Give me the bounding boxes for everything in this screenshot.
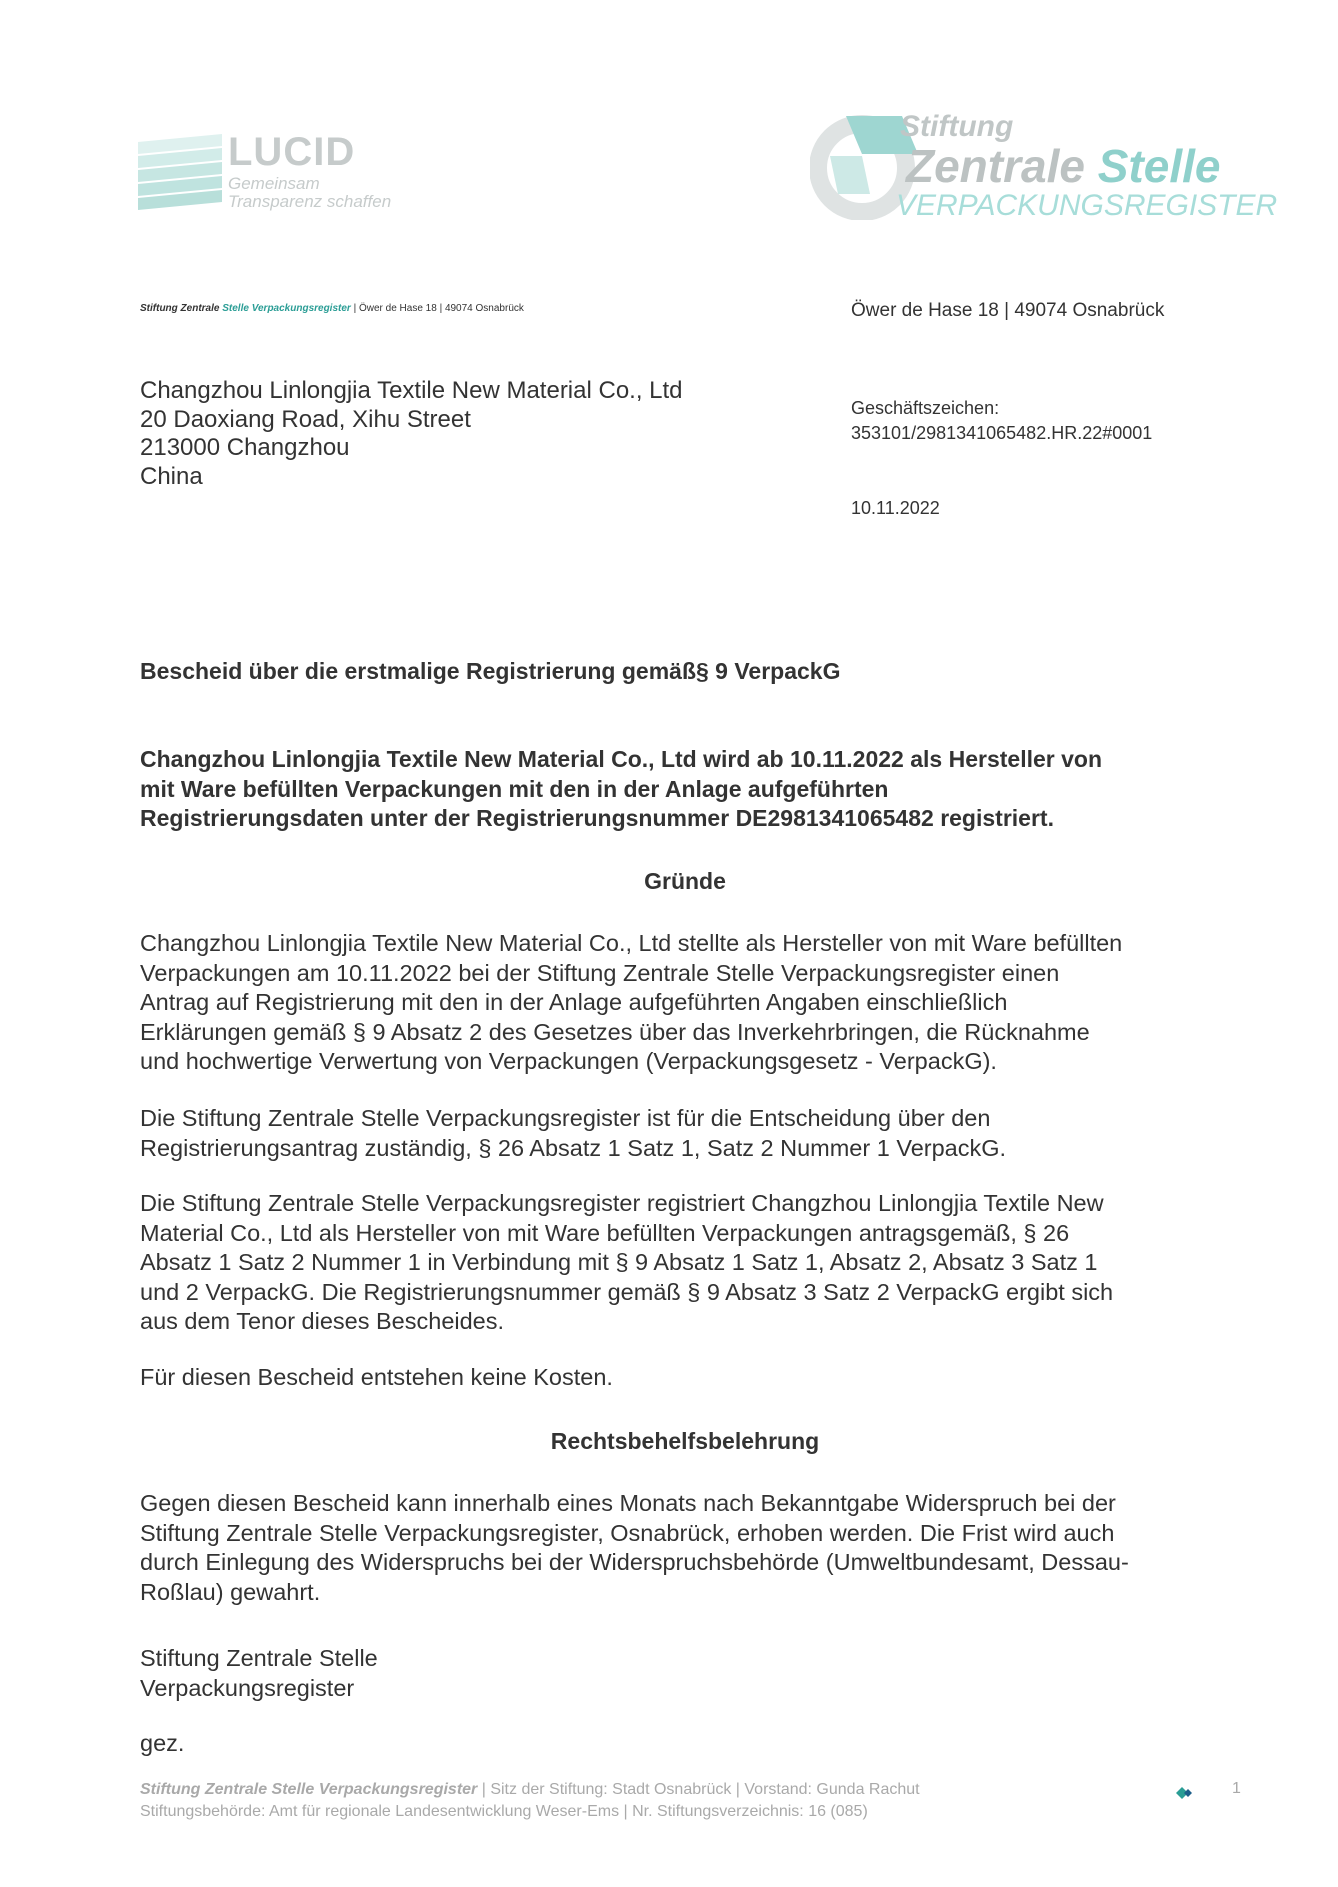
lucid-tagline: Gemeinsam [228, 174, 320, 193]
signature-block [140, 1644, 1240, 1703]
diamond-marker-icon [1176, 1786, 1194, 1800]
zsvr-line-stiftung: Stiftung [900, 110, 1014, 143]
paragraph-line: durch Einlegung des Widerspruchs bei der Widerspruchsbehörde (Umweltbundesamt, Dessau- [140, 1549, 1129, 1575]
reasons-paragraph [140, 1189, 1240, 1337]
lucid-tagline: Transparenz schaffen [228, 192, 392, 211]
signature-line: Stiftung Zentrale Stelle [140, 1645, 378, 1671]
sender-address: Öwer de Hase 18 | 49074 Osnabrück [851, 300, 1165, 321]
tenor-line: mit Ware befüllten Verpackungen mit den in der Anlage aufgeführten [140, 775, 889, 802]
recipient-line: Changzhou Linlongjia Textile New Material Co., Ltd [140, 377, 683, 404]
paragraph-line: Material Co., Ltd als Hersteller von mit Ware befüllten Verpackungen antragsgemäß, § 26 [140, 1219, 1070, 1246]
sender-org-part-teal: Stelle Verpackungsregister [222, 303, 351, 314]
appeal-paragraph [140, 1489, 1240, 1607]
lucid-logo [138, 130, 438, 220]
paragraph-line: Für diesen Bescheid entstehen keine Kosten. [140, 1364, 613, 1390]
reasons-paragraph [140, 1104, 1240, 1163]
tenor-line: Registrierungsdaten unter der Registrierungsnummer DE2981341065482 registriert. [140, 805, 1054, 831]
paragraph-line: Die Stiftung Zentrale Stelle Verpackungsregister registriert Changzhou Linlongjia Textile New [140, 1190, 1104, 1216]
zsvr-word-stelle: Stelle [1097, 140, 1221, 192]
paragraph-line: Gegen diesen Bescheid kann innerhalb eines Monats nach Bekanntgabe Widerspruch bei der [140, 1490, 1116, 1516]
section-heading-appeal: Rechtsbehelfsbelehrung [550, 1428, 820, 1454]
paragraph-line: Die Stiftung Zentrale Stelle Verpackungsregister ist für die Entscheidung über den [140, 1105, 991, 1131]
page-number: 1 [1232, 1780, 1241, 1797]
decision-tenor [140, 745, 1240, 834]
footer-info: | Sitz der Stiftung: Stadt Osnabrück | Vorstand: Gunda Rachut [477, 1781, 920, 1798]
lucid-wordmark: LUCID [228, 130, 356, 174]
footer-org: Stiftung Zentrale Stelle Verpackungsregister [140, 1781, 478, 1798]
reference-label: Geschäftszeichen: [851, 398, 1000, 418]
recipient-address [140, 377, 683, 491]
paragraph-line: Verpackungen am 10.11.2022 bei der Stiftung Zentrale Stelle Verpackungsregister einen [140, 959, 1060, 986]
reference-number: 353101/2981341065482.HR.22#0001 [851, 423, 1153, 443]
paragraph-line: Antrag auf Registrierung mit den in der Anlage aufgeführten Angaben einschließlich [140, 989, 1008, 1015]
recipient-line: 20 Daoxiang Road, Xihu Street [140, 405, 471, 433]
paragraph-line: und 2 VerpackG. Die Registrierungsnummer gemäß § 9 Absatz 3 Satz 2 VerpackG ergibt sich [140, 1278, 1114, 1305]
sender-org-part: Stiftung Zentrale [140, 303, 223, 314]
paragraph-line: und hochwertige Verwertung von Verpackungen (Verpackungsgesetz - VerpackG). [140, 1048, 997, 1074]
paragraph-line: Changzhou Linlongjia Textile New Material Co., Ltd stellte als Hersteller von mit Ware befüllten [140, 930, 1123, 956]
paragraph-line: Roßlau) gewahrt. [140, 1578, 321, 1605]
sender-return-address [140, 303, 524, 314]
footer-line: Stiftungsbehörde: Amt für regionale Landesentwicklung Weser-Ems | Nr. Stiftungsverzeichnis: 16 (085) [140, 1803, 868, 1820]
signature-line: Verpackungsregister [140, 1674, 355, 1701]
paragraph-line: Erklärungen gemäß § 9 Absatz 2 des Gesetzes über das Inverkehrbringen, die Rücknahme [140, 1018, 1090, 1045]
zsvr-line-zentrale-stelle [906, 140, 1220, 192]
zsvr-word-zentrale: Zentrale [906, 140, 1098, 192]
letter-date: 10.11.2022 [851, 498, 940, 518]
sender-address-part: | Öwer de Hase 18 | 49074 Osnabrück [350, 303, 524, 314]
reasons-paragraph [140, 1363, 1240, 1393]
lucid-stripes-icon [138, 134, 222, 214]
tenor-line: Changzhou Linlongjia Textile New Material Co., Ltd wird ab 10.11.2022 als Hersteller von [140, 746, 1102, 772]
footer-line [140, 1779, 920, 1801]
recipient-line: China [140, 462, 203, 490]
reasons-paragraph [140, 929, 1240, 1077]
section-heading-reasons: Gründe [644, 868, 726, 894]
page-footer [140, 1779, 920, 1823]
paragraph-line: Absatz 1 Satz 2 Nummer 1 in Verbindung mit § 9 Absatz 1 Satz 1, Absatz 2, Absatz 3 Satz 1 [140, 1249, 1098, 1275]
paragraph-line: Registrierungsantrag zuständig, § 26 Absatz 1 Satz 1, Satz 2 Nummer 1 VerpackG. [140, 1134, 1007, 1161]
paragraph-line: Stiftung Zentrale Stelle Verpackungsregister, Osnabrück, erhoben werden. Die Frist wird auch [140, 1519, 1115, 1546]
zsvr-line-verpackungsregister: VERPACKUNGSREGISTER [896, 189, 1278, 222]
recipient-line: 213000 Changzhou [140, 434, 350, 461]
letter-subject: Bescheid über die erstmalige Registrierung gemäß§ 9 VerpackG [140, 658, 841, 684]
zsvr-logo [810, 110, 1278, 222]
paragraph-line: aus dem Tenor dieses Bescheides. [140, 1308, 505, 1334]
signature-gez: gez. [140, 1730, 185, 1756]
